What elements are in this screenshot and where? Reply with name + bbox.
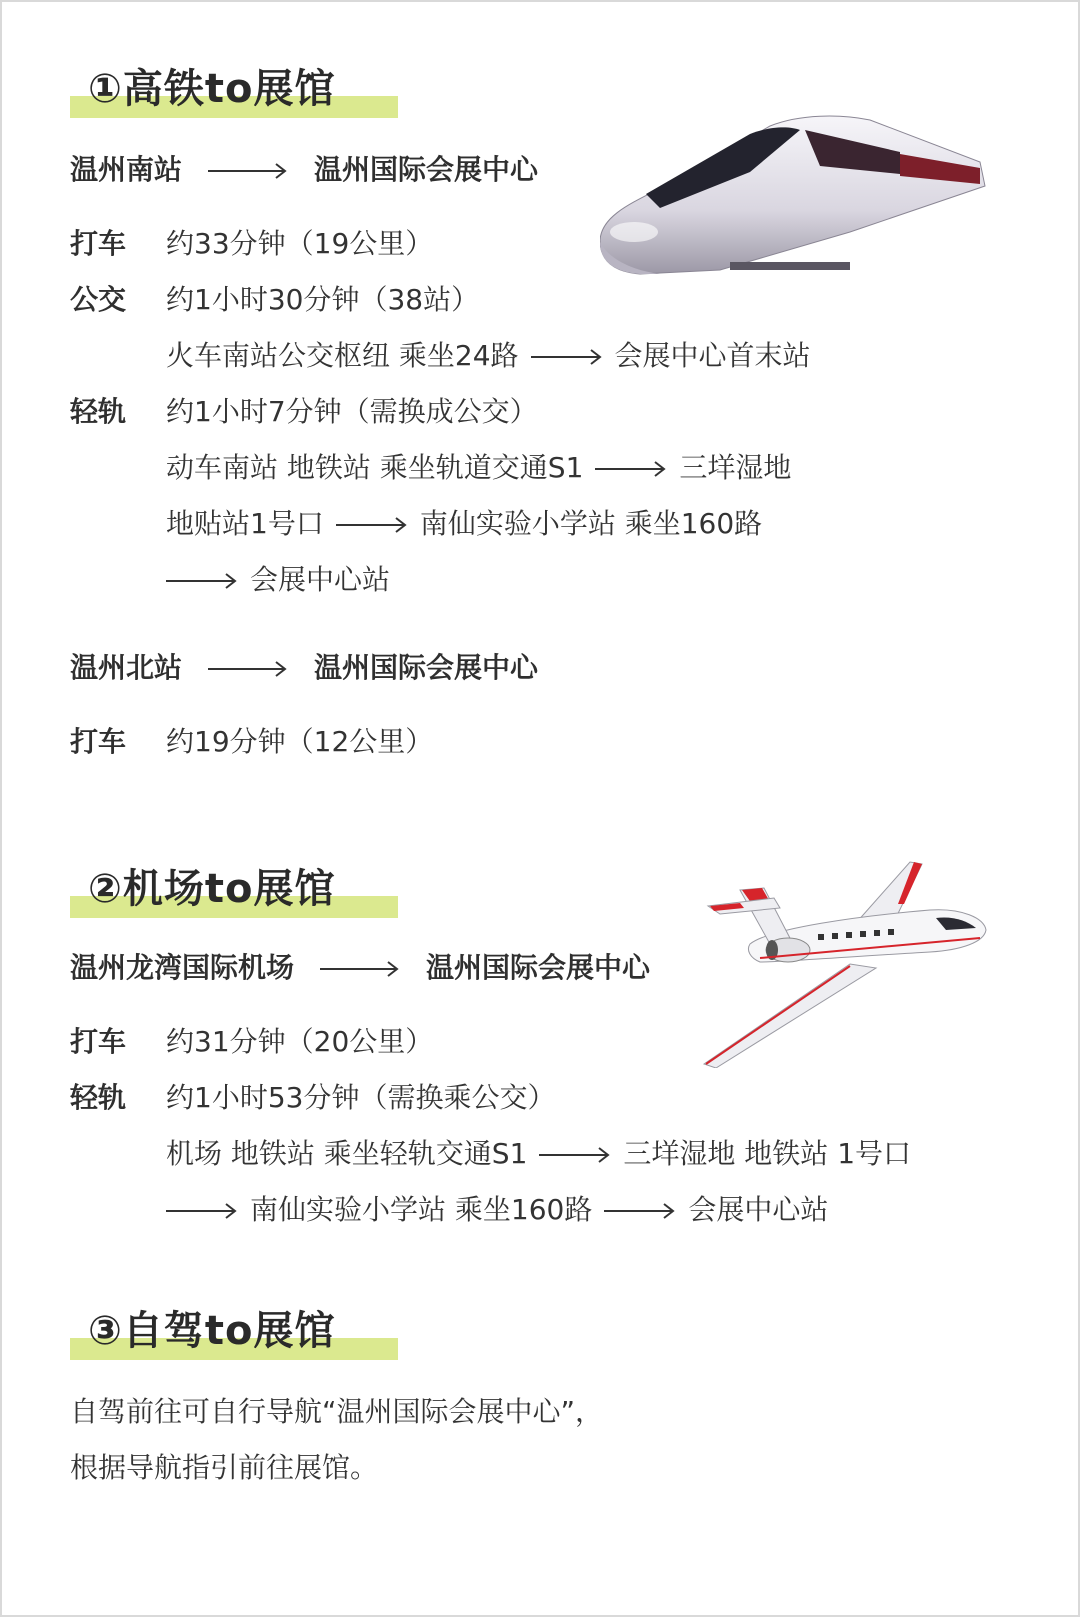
- route-from: 温州龙湾国际机场: [70, 951, 295, 984]
- long-right-arrow-icon: [208, 659, 288, 679]
- mode-label: 打车: [70, 1025, 127, 1058]
- s2-rail-step1: [166, 1134, 911, 1174]
- rail-step-mid: 南仙实验小学站 乘坐160路: [250, 1193, 593, 1226]
- high-speed-train-icon: [600, 112, 1000, 282]
- long-right-arrow-icon: [531, 347, 603, 367]
- long-right-arrow-icon: [604, 1201, 676, 1221]
- drive-text-line1: 自驾前往可自行导航“温州国际会展中心”，: [70, 1395, 604, 1428]
- long-right-arrow-icon: [208, 161, 288, 181]
- long-right-arrow-icon: [539, 1145, 611, 1165]
- rail-step-end: 三垟湿地: [679, 451, 792, 484]
- route-from: 温州北站: [70, 651, 183, 684]
- rail-step-start: 机场 地铁站 乘坐轻轨交通S1: [166, 1137, 528, 1170]
- section-title: ②机场to展馆: [88, 866, 336, 912]
- rail-step-end: 三垟湿地 地铁站 1号口: [623, 1137, 912, 1170]
- route-airport: [70, 948, 650, 988]
- route-south-station: [70, 150, 538, 190]
- rail-step-start: 地贴站1号口: [166, 507, 324, 540]
- section-heading-airport: [70, 862, 400, 922]
- mode-time: 约33分钟（19公里）: [166, 227, 434, 260]
- s1-rail-step1: [166, 448, 791, 488]
- section-title: ①高铁to展馆: [88, 66, 336, 112]
- long-right-arrow-icon: [166, 571, 238, 591]
- mode-time: 约1小时30分钟（38站）: [166, 283, 480, 316]
- mode-time: 约1小时7分钟（需换成公交）: [166, 395, 538, 428]
- rail-step-end: 南仙实验小学站 乘坐160路: [419, 507, 763, 540]
- long-right-arrow-icon: [336, 515, 408, 535]
- s1-rail-step3: [166, 560, 390, 600]
- route-to: 温州国际会展中心: [314, 651, 539, 684]
- section-heading-rail: [70, 62, 400, 122]
- bus-detail-start: 火车南站公交枢纽 乘坐24路: [166, 339, 519, 372]
- rail-step-start: 动车南站 地铁站 乘坐轨道交通S1: [166, 451, 584, 484]
- route-from: 温州南站: [70, 153, 183, 186]
- mode-label: 公交: [70, 283, 127, 316]
- bus-detail-end: 会展中心首末站: [614, 339, 811, 372]
- route-to: 温州国际会展中心: [314, 153, 539, 186]
- s2-rail-step2: [166, 1190, 828, 1230]
- s1-rail-step2: [166, 504, 762, 544]
- mode-label: 轻轨: [70, 1081, 127, 1114]
- mode-label: 轻轨: [70, 395, 127, 428]
- section-heading-drive: [70, 1304, 400, 1364]
- mode-label: 打车: [70, 725, 127, 758]
- long-right-arrow-icon: [595, 459, 667, 479]
- mode-label: 打车: [70, 227, 127, 260]
- rail-step-end: 会展中心站: [688, 1193, 829, 1226]
- mode-time: 约31分钟（20公里）: [166, 1025, 434, 1058]
- mode-time: 约19分钟（12公里）: [166, 725, 434, 758]
- drive-text-line2: 根据导航指引前往展馆。: [70, 1451, 379, 1484]
- route-north-station: [70, 648, 538, 688]
- long-right-arrow-icon: [166, 1201, 238, 1221]
- route-to: 温州国际会展中心: [426, 951, 651, 984]
- rail-step-end: 会展中心站: [250, 563, 391, 596]
- mode-time: 约1小时53分钟（需换乘公交）: [166, 1081, 556, 1114]
- section-title: ③自驾to展馆: [88, 1308, 336, 1354]
- s1-bus-detail: [166, 336, 811, 376]
- long-right-arrow-icon: [320, 959, 400, 979]
- jet-plane-icon: [700, 858, 990, 1068]
